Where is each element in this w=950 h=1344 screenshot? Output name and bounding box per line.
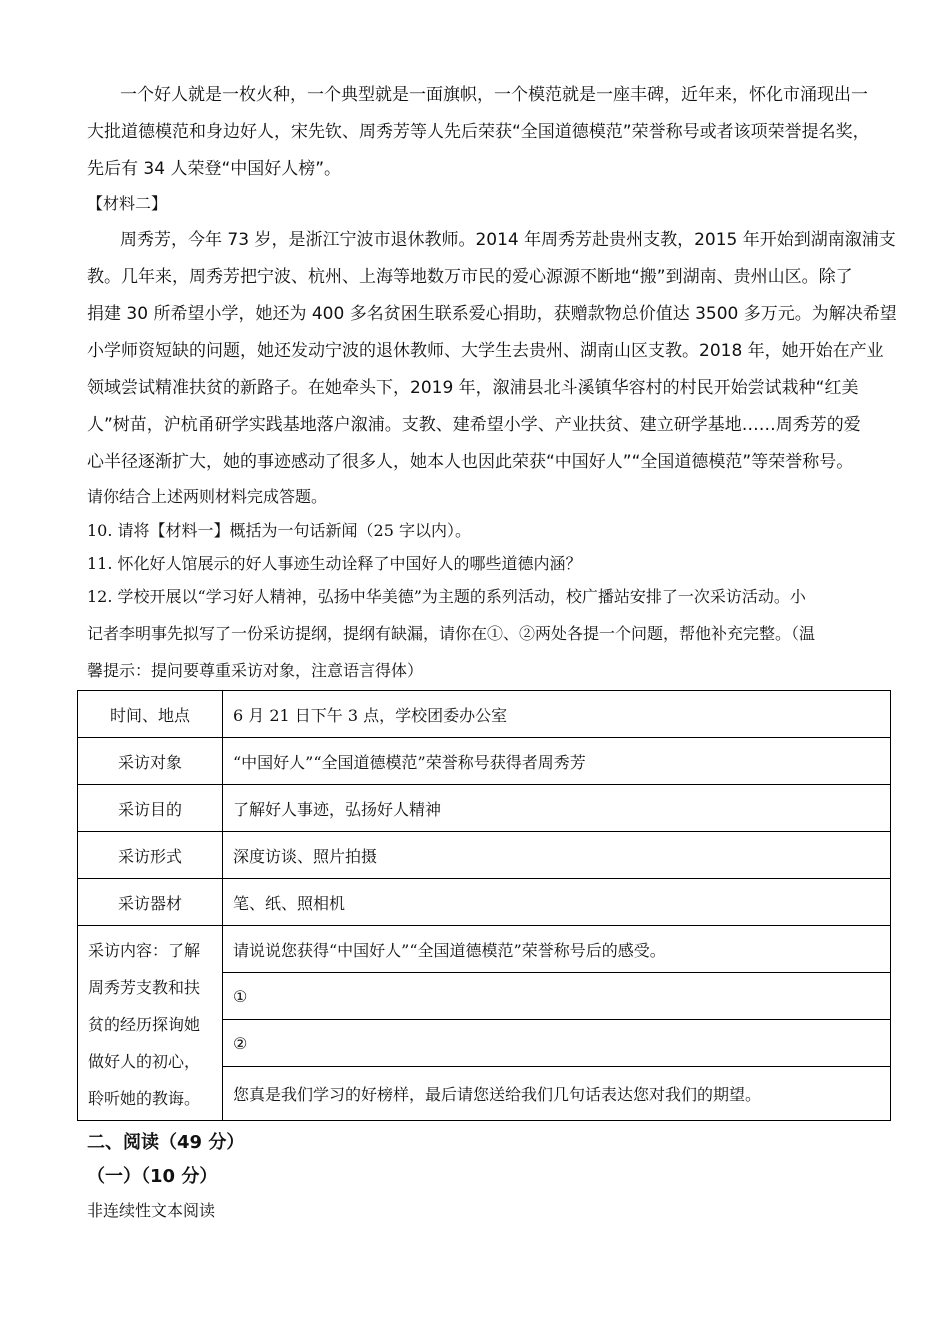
- content-label-line: 做好人的初心，: [88, 1052, 201, 1071]
- material1-line-1: 一个好人就是一枚火种，一个典型就是一面旗帜，一个模范就是一座丰碑，近年来，怀化市涌现出一: [120, 85, 868, 105]
- row-label: 采访对象: [78, 738, 223, 785]
- row-label: 采访器材: [78, 879, 223, 926]
- row-value: 深度访谈、照片拍摄: [223, 832, 891, 879]
- content-item: 请说说您获得“中国好人”“全国道德模范”荣誉称号后的感受。: [223, 926, 891, 973]
- question-10: 10. 请将【材料一】概括为一句话新闻（25 字以内）。: [87, 521, 471, 540]
- question-12-line-2: 记者李明事先拟写了一份采访提纲，提纲有缺漏，请你在①、②两处各提一个问题，帮他补充完整。（温: [87, 624, 816, 643]
- row-value: 笔、纸、照相机: [223, 879, 891, 926]
- content-label-line: 采访内容：了解: [88, 941, 201, 960]
- content-label-line: 贫的经历探询她: [88, 1015, 201, 1034]
- section-title: 二、阅读（49 分）: [87, 1132, 245, 1153]
- material2-line-2: 教。几年来，周秀芳把宁波、杭州、上海等地数万市民的爱心源源不断地“搬”到湖南、贵州山区。除了: [87, 267, 853, 287]
- table-row: [78, 691, 891, 738]
- material1-line-3: 先后有 34 人荣登“中国好人榜”。: [87, 159, 342, 179]
- material2-line-4: 小学师资短缺的问题，她还发动宁波的退休教师、大学生去贵州、湖南山区支教。2018 年，她开始在产业: [87, 341, 884, 361]
- row-label: 时间、地点: [78, 691, 223, 738]
- content-item-blank-2: ②: [223, 1020, 891, 1067]
- content-item: 您真是我们学习的好榜样，最后请您送给我们几句话表达您对我们的期望。: [223, 1067, 891, 1121]
- question-11: 11. 怀化好人馆展示的好人事迹生动诠释了中国好人的哪些道德内涵？: [87, 554, 582, 573]
- material2-line-3: 捐建 30 所希望小学，她还为 400 多名贫困生联系爱心捐助，获赠款物总价值达 3500 多万元。为解决希望: [87, 304, 897, 324]
- row-value: 6 月 21 日下午 3 点，学校团委办公室: [223, 691, 891, 738]
- content-label-line: 聆听她的教诲。: [88, 1089, 201, 1108]
- material2-line-1: 周秀芳，今年 73 岁，是浙江宁波市退休教师。2014 年周秀芳赴贵州支教，2015 年开始到湖南溆浦支: [120, 230, 896, 250]
- material2-line-5: 领域尝试精准扶贫的新路子。在她牵头下，2019 年，溆浦县北斗溪镇华容村的村民开始尝试栽种“红美: [87, 378, 859, 398]
- content-item-blank-1: ①: [223, 973, 891, 1020]
- material2-line-7: 心半径逐渐扩大，她的事迹感动了很多人，她本人也因此荣获“中国好人”“全国道德模范”等荣誉称号。: [87, 452, 854, 472]
- table-row: [78, 926, 891, 973]
- instruction: 请你结合上述两则材料完成答题。: [87, 487, 328, 506]
- table-row: [78, 785, 891, 832]
- table-row: [78, 879, 891, 926]
- material1-line-2: 大批道德模范和身边好人，宋先钦、周秀芳等人先后荣获“全国道德模范”荣誉称号或者该项荣誉提名奖，: [87, 122, 870, 142]
- row-value: “中国好人”“全国道德模范”荣誉称号获得者周秀芳: [223, 738, 891, 785]
- table-row: [78, 738, 891, 785]
- row-label: 采访目的: [78, 785, 223, 832]
- question-12-line-3: 馨提示：提问要尊重采访对象，注意语言得体）: [87, 661, 424, 680]
- interview-outline-table: [77, 690, 891, 1121]
- content-label-cell: [78, 926, 223, 1121]
- material2-label: 【材料二】: [87, 194, 168, 213]
- content-label-line: 周秀芳支教和扶: [88, 978, 201, 997]
- section-subtitle: （一）（10 分）: [87, 1166, 218, 1187]
- table-row: [78, 832, 891, 879]
- row-label: 采访形式: [78, 832, 223, 879]
- section-caption: 非连续性文本阅读: [87, 1201, 216, 1220]
- question-12-line-1: 12. 学校开展以“学习好人精神，弘扬中华美德”为主题的系列活动，校广播站安排了一次采访活动。小: [87, 587, 806, 606]
- material2-line-6: 人”树苗，沪杭甬研学实践基地落户溆浦。支教、建希望小学、产业扶贫、建立研学基地……周秀芳的爱: [87, 415, 861, 435]
- row-value: 了解好人事迹，弘扬好人精神: [223, 785, 891, 832]
